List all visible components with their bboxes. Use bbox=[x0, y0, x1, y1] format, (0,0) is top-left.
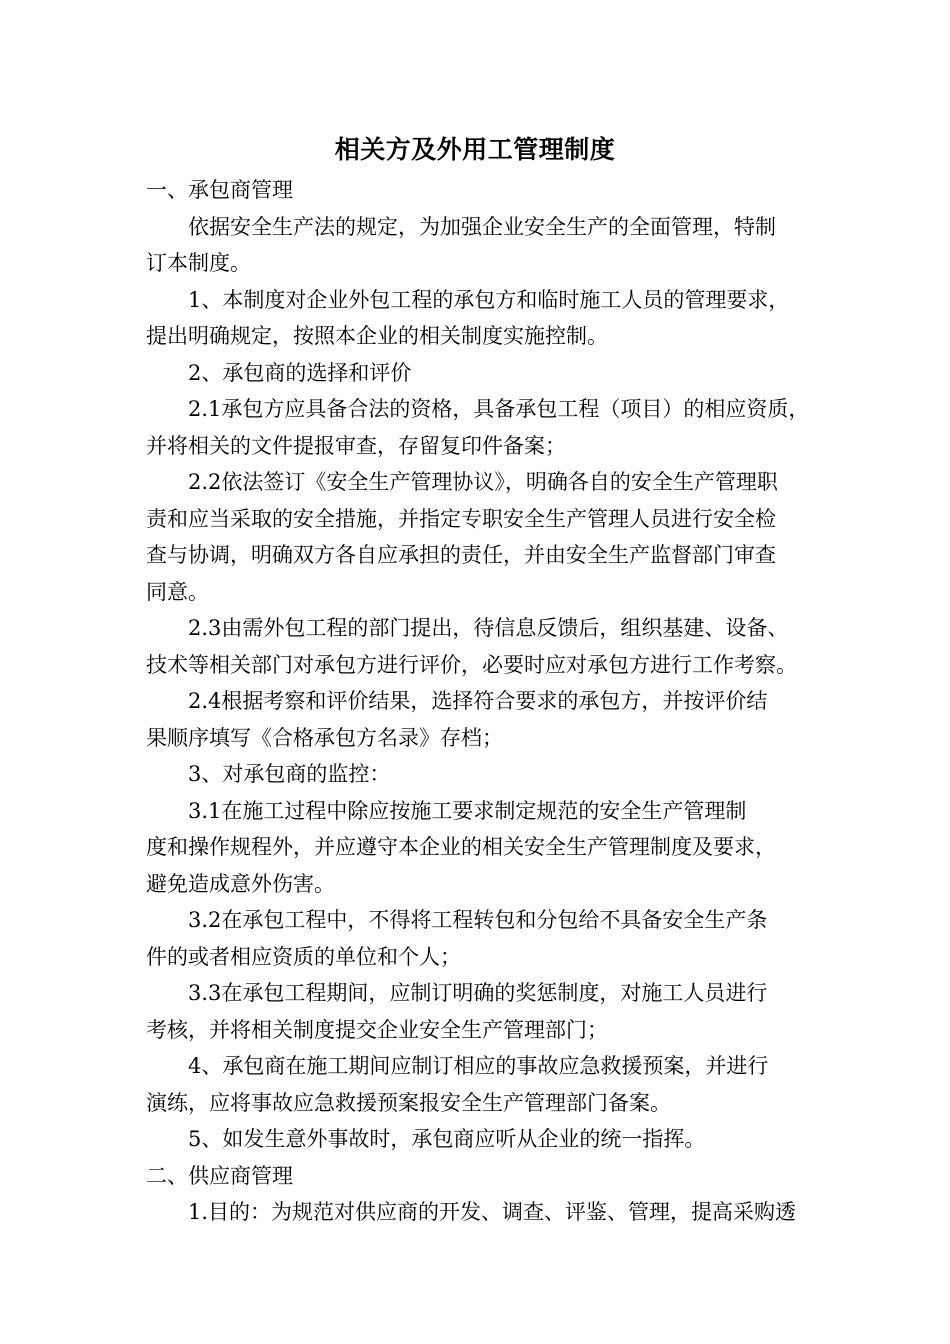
body-line: 5、如发生意外事故时，承包商应听从企业的统一指挥。 bbox=[188, 1127, 706, 1151]
body-line: 二、供应商管理 bbox=[146, 1163, 293, 1188]
body-line: 3、对承包商的监控： bbox=[188, 762, 391, 786]
document-title: 相关方及外用工管理制度 bbox=[334, 135, 616, 164]
body-line: 考核，并将相关制度提交企业安全生产管理部门； bbox=[146, 1017, 608, 1042]
body-line: 依据安全生产法的规定，为加强企业安全生产的全面管理，特制 bbox=[188, 214, 776, 239]
body-line: 2.1承包方应具备合法的资格，具备承包工程（项目）的相应资质， bbox=[188, 397, 810, 421]
body-line: 1.目的：为规范对供应商的开发、调查、评鉴、管理，提高采购透 bbox=[188, 1200, 797, 1224]
body-line: 避免造成意外伤害。 bbox=[146, 871, 335, 896]
body-line: 度和操作规程外，并应遵守本企业的相关安全生产管理制度及要求， bbox=[146, 835, 776, 859]
body-line: 查与协调，明确双方各自应承担的责任，并由安全生产监督部门审查 bbox=[146, 543, 776, 567]
body-line: 订本制度。 bbox=[146, 251, 251, 275]
body-line: 2.3由需外包工程的部门提出，待信息反馈后，组织基建、设备、 bbox=[188, 616, 789, 640]
body-line: 提出明确规定，按照本企业的相关制度实施控制。 bbox=[146, 324, 608, 348]
body-line: 4、承包商在施工期间应制订相应的事故应急救援预案，并进行 bbox=[188, 1054, 769, 1078]
body-line: 并将相关的文件提报审查，存留复印件备案； bbox=[146, 433, 566, 458]
body-line: 责和应当采取的安全措施，并指定专职安全生产管理人员进行安全检 bbox=[146, 506, 776, 531]
body-line: 3.3在承包工程期间，应制订明确的奖惩制度，对施工人员进行 bbox=[188, 981, 768, 1005]
document-body bbox=[146, 172, 822, 1231]
body-line: 2、承包商的选择和评价 bbox=[188, 360, 412, 385]
body-line: 技术等相关部门对承包方进行评价，必要时应对承包方进行工作考察。 bbox=[146, 652, 797, 677]
body-line: 2.4根据考察和评价结果，选择符合要求的承包方，并按评价结 bbox=[188, 689, 768, 713]
body-line: 件的或者相应资质的单位和个人； bbox=[146, 944, 461, 969]
body-line: 同意。 bbox=[146, 579, 209, 604]
body-line: 2.2依法签订《安全生产管理协议》，明确各自的安全生产管理职 bbox=[188, 470, 778, 494]
body-line: 演练，应将事故应急救援预案报安全生产管理部门备案。 bbox=[146, 1090, 671, 1115]
body-line: 果顺序填写《合格承包方名录》存档； bbox=[146, 725, 503, 750]
body-line: 3.1在施工过程中除应按施工要求制定规范的安全生产管理制 bbox=[188, 798, 747, 823]
body-line: 一、承包商管理 bbox=[146, 178, 293, 202]
body-line: 3.2在承包工程中，不得将工程转包和分包给不具备安全生产条 bbox=[188, 908, 768, 932]
body-line: 1、本制度对企业外包工程的承包方和临时施工人员的管理要求， bbox=[188, 287, 790, 312]
